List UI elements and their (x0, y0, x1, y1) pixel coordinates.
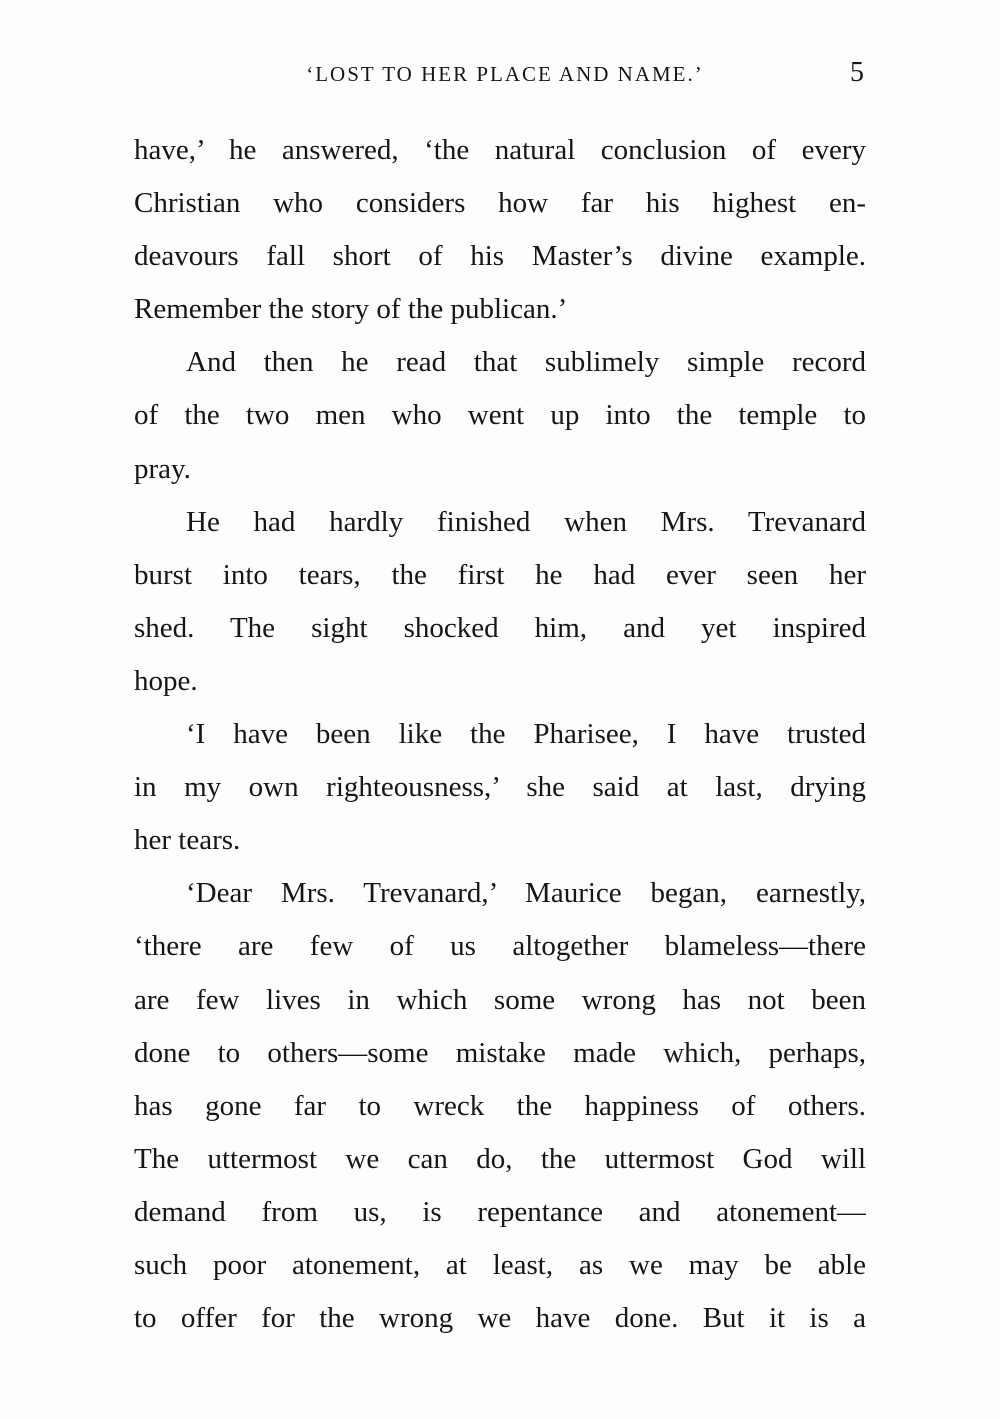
text-line: deavours fall short of his Master’s divine example. (134, 240, 866, 273)
text-line: ‘there are few of us altogether blameless—there (134, 930, 866, 963)
text-line: her tears. (134, 824, 241, 857)
text-line: He had hardly finished when Mrs. Trevanard (186, 505, 866, 538)
page-number: 5 (850, 57, 864, 88)
text-line: in my own righteousness,’ she said at last, drying (134, 771, 866, 804)
text-line: has gone far to wreck the happiness of others. (134, 1089, 866, 1122)
text-line: are few lives in which some wrong has not been (134, 983, 866, 1016)
text-line: Christian who considers how far his highest en- (134, 187, 866, 220)
text-line: burst into tears, the first he had ever seen her (134, 558, 866, 591)
text-line: pray. (134, 452, 191, 485)
text-line: demand from us, is repentance and atonement— (134, 1195, 866, 1228)
text-line: The uttermost we can do, the uttermost God will (134, 1142, 866, 1175)
text-line: to offer for the wrong we have done. But it is a (134, 1302, 866, 1335)
text-line: hope. (134, 664, 198, 697)
running-head (132, 58, 868, 92)
text-line: shed. The sight shocked him, and yet inspired (134, 611, 866, 644)
text-line: And then he read that sublimely simple record (186, 346, 866, 379)
body-text (134, 124, 866, 1345)
text-line: of the two men who went up into the temple to (134, 399, 866, 432)
text-line: done to others—some mistake made which, perhaps, (134, 1036, 866, 1069)
text-line: such poor atonement, at least, as we may be able (134, 1248, 866, 1281)
text-line: Remember the story of the publican.’ (134, 293, 568, 326)
text-line: ‘I have been like the Pharisee, I have trusted (186, 718, 866, 751)
text-line: have,’ he answered, ‘the natural conclusion of every (134, 134, 866, 166)
text-line: ‘Dear Mrs. Trevanard,’ Maurice began, earnestly, (186, 877, 866, 910)
running-title: ‘LOST TO HER PLACE AND NAME.’ (306, 62, 704, 86)
